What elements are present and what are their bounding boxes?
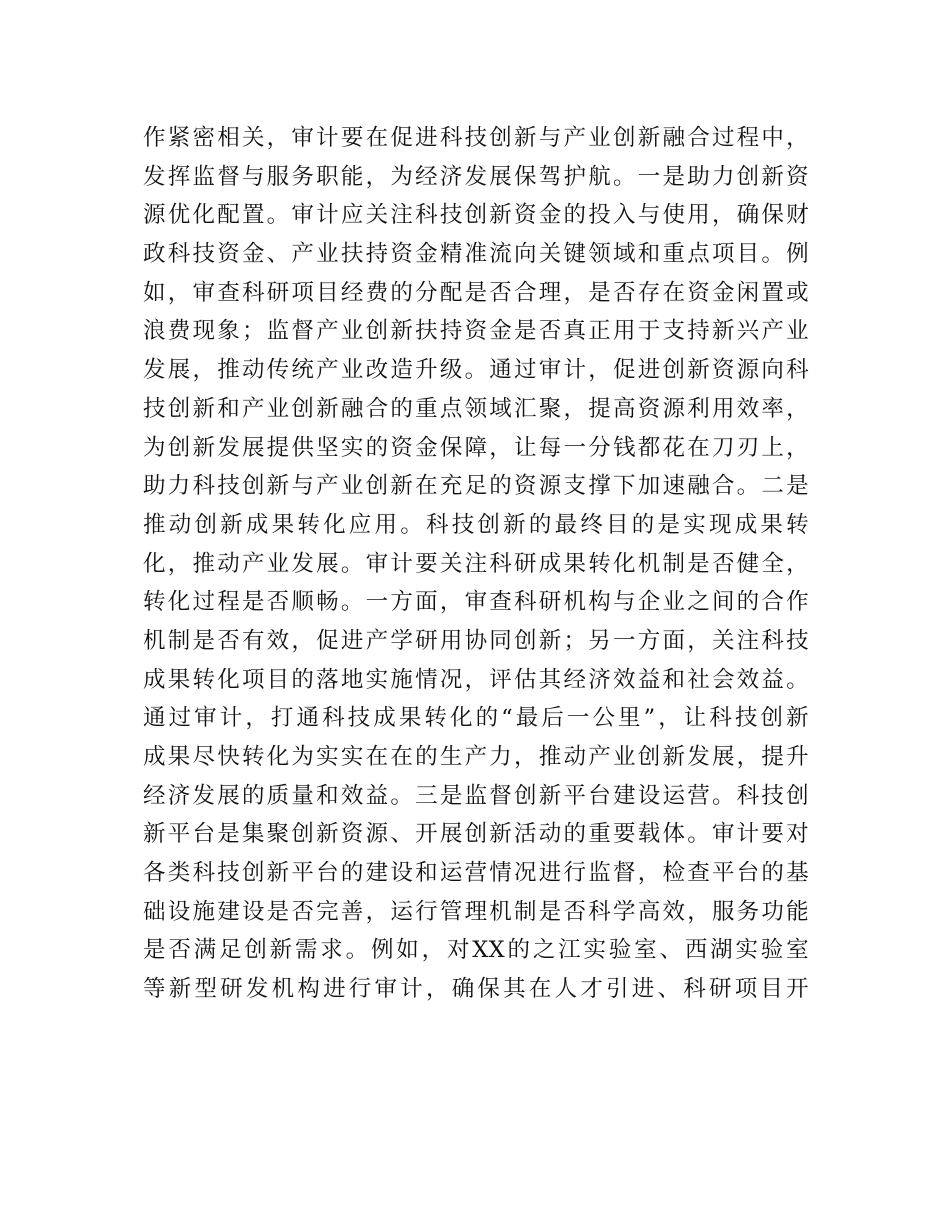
text-line-12: 化，推动产业发展。审计要关注科研成果转化机制是否健全，: [143, 550, 809, 577]
text-line-4: 政科技资金、产业扶持资金精准流向关键领域和重点项目。例: [143, 241, 809, 268]
text-line-1: 作紧密相关，审计要在促进科技创新与产业创新融合过程中，: [143, 125, 809, 151]
text-line-20: 各类科技创新平台的建设和运营情况进行监督，检查平台的基: [143, 860, 809, 887]
text-line-6: 浪费现象；监督产业创新扶持资金是否真正用于支持新兴产业: [143, 318, 809, 345]
text-line-16: 通过审计，打通科技成果转化的“最后一公里”，让科技创新: [143, 705, 809, 732]
text-line-21: 础设施建设是否完善，运行管理机制是否科学高效，服务功能: [143, 898, 809, 925]
body-text: [143, 119, 823, 1009]
text-line-17: 成果尽快转化为实实在在的生产力，推动产业创新发展，提升: [143, 744, 809, 770]
text-line-2: 发挥监督与服务职能，为经济发展保驾护航。一是助力创新资: [143, 163, 809, 190]
text-line-13: 转化过程是否顺畅。一方面，审查科研机构与企业之间的合作: [143, 589, 809, 616]
text-line-9: 为创新发展提供坚实的资金保障，让每一分钱都花在刀刃上，: [143, 434, 809, 461]
text-line-8: 技创新和产业创新融合的重点领域汇聚，提高资源利用效率，: [143, 395, 809, 422]
text-line-10: 助力科技创新与产业创新在充足的资源支撑下加速融合。二是: [143, 473, 809, 500]
text-line-11: 推动创新成果转化应用。科技创新的最终目的是实现成果转: [143, 511, 809, 538]
text-line-15: 成果转化项目的落地实施情况，评估其经济效益和社会效益。: [143, 666, 809, 693]
text-line-19: 新平台是集聚创新资源、开展创新活动的重要载体。审计要对: [143, 821, 809, 848]
text-line-18: 经济发展的质量和效益。三是监督创新平台建设运营。科技创: [143, 782, 809, 809]
text-line-5: 如，审查科研项目经费的分配是否合理，是否存在资金闲置或: [143, 279, 809, 306]
text-line-3: 源优化配置。审计应关注科技创新资金的投入与使用，确保财: [143, 202, 809, 229]
text-line-23: 等新型研发机构进行审计，确保其在人才引进、科研项目开: [143, 976, 809, 1003]
text-line-7: 发展，推动传统产业改造升级。通过审计，促进创新资源向科: [143, 357, 809, 384]
text-line-22: 是否满足创新需求。例如，对XX的之江实验室、西湖实验室: [143, 937, 809, 964]
text-line-14: 机制是否有效，促进产学研用协同创新；另一方面，关注科技: [143, 627, 809, 654]
